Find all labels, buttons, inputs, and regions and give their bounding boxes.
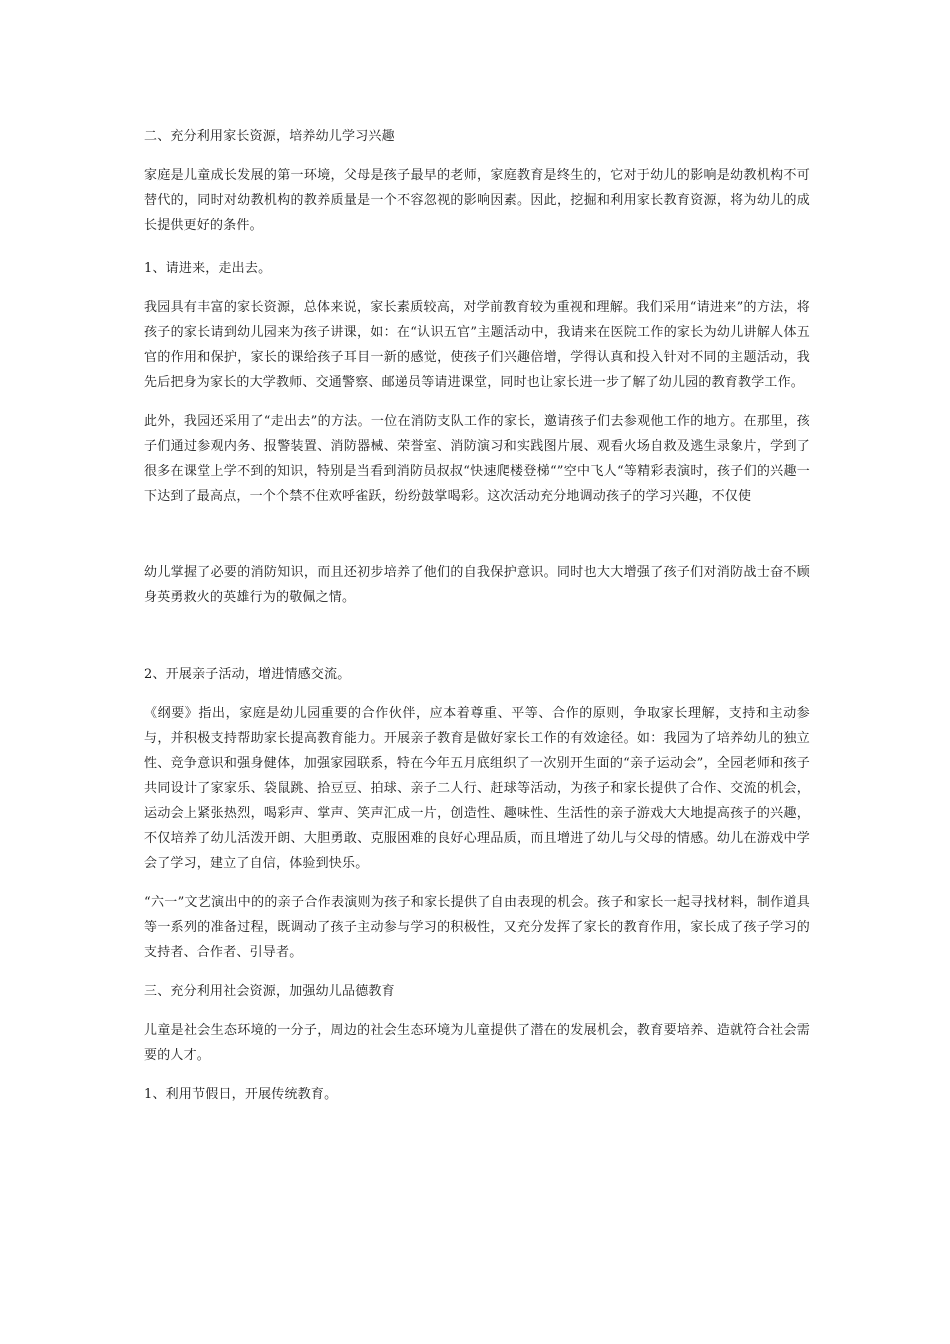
paragraph: 《纲要》指出，家庭是幼儿园重要的合作伙伴，应本着尊重、平等、合作的原则，争取家长理解，支持和主动参与，并积极支持帮助家长提高教育能力。开展亲子教育是做好家长工作的有效途径。如：我园为了培养幼儿的独立性、竞争意识和强身健体，加强家园联系，特在今年五月底组织了一次别开生面的“亲子运动会”，全园老师和孩子共同设计了家家乐、袋鼠跳、拾豆豆、拍球、亲子二人行、赶球等活动，为孩子和家长提供了合作、交流的机会，运动会上紧张热烈，喝彩声、掌声、笑声汇成一片，创造性、趣味性、生活性的亲子游戏大大地提高孩子的兴趣，不仅培养了幼儿活泼开朗、大胆勇敢、克服困难的良好心理品质，而且增进了幼儿与父母的情感。幼儿在游戏中学会了学习，建立了自信，体验到快乐。	[144, 706, 810, 871]
section-heading: 二、充分利用家长资源，培养幼儿学习兴趣	[144, 129, 395, 144]
section-heading: 三、充分利用社会资源，加强幼儿品德教育	[144, 984, 395, 999]
paragraph: 儿童是社会生态环境的一分子，周边的社会生态环境为儿童提供了潜在的发展机会，教育要培养、造就符合社会需要的人才。	[144, 1023, 810, 1063]
paragraph: 幼儿掌握了必要的消防知识，而且还初步培养了他们的自我保护意识。同时也大大增强了孩子们对消防战士奋不顾身英勇救火的英雄行为的敬佩之情。	[144, 565, 810, 605]
paragraph: “六一”文艺演出中的的亲子合作表演则为孩子和家长提供了自由表现的机会。孩子和家长一起寻找材料，制作道具等一系列的准备过程，既调动了孩子主动参与学习的积极性，又充分发挥了家长的教育作用，家长成了孩子学习的支持者、合作者、引导者。	[144, 895, 810, 960]
subsection-heading: 2、开展亲子活动，增进情感交流。	[144, 667, 351, 682]
document-page	[144, 124, 810, 1107]
paragraph: 我园具有丰富的家长资源，总体来说，家长素质较高，对学前教育较为重视和理解。我们采用“请进来”的方法，将孩子的家长请到幼儿园来为孩子讲课，如：在“认识五官”主题活动中，我请来在医院工作的家长为幼儿讲解人体五官的作用和保护，家长的课给孩子耳目一新的感觉，使孩子们兴趣倍增，学得认真和投入针对不同的主题活动，我先后把身为家长的大学教师、交通警察、邮递员等请进课堂，同时也让家长进一步了解了幼儿园的教育教学工作。	[144, 300, 810, 390]
subsection-heading: 1、利用节假日，开展传统教育。	[144, 1087, 338, 1102]
paragraph: 家庭是儿童成长发展的第一环境，父母是孩子最早的老师，家庭教育是终生的，它对于幼儿的影响是幼教机构不可替代的，同时对幼教机构的教养质量是一个不容忽视的影响因素。因此，挖掘和利用家长教育资源，将为幼儿的成长提供更好的条件。	[144, 168, 810, 233]
subsection-heading: 1、请进来，走出去。	[144, 261, 272, 276]
paragraph: 此外，我园还采用了“走出去”的方法。一位在消防支队工作的家长，邀请孩子们去参观他工作的地方。在那里，孩子们通过参观内务、报警装置、消防器械、荣誉室、消防演习和实践图片展、观看火场自救及逃生录象片，学到了很多在课堂上学不到的知识，特别是当看到消防员叔叔“快速爬楼登梯“”空中飞人“等精彩表演时，孩子们的兴趣一下达到了最高点，一个个禁不住欢呼雀跃，纷纷鼓掌喝彩。这次活动充分地调动孩子的学习兴趣，不仅使	[144, 414, 810, 504]
